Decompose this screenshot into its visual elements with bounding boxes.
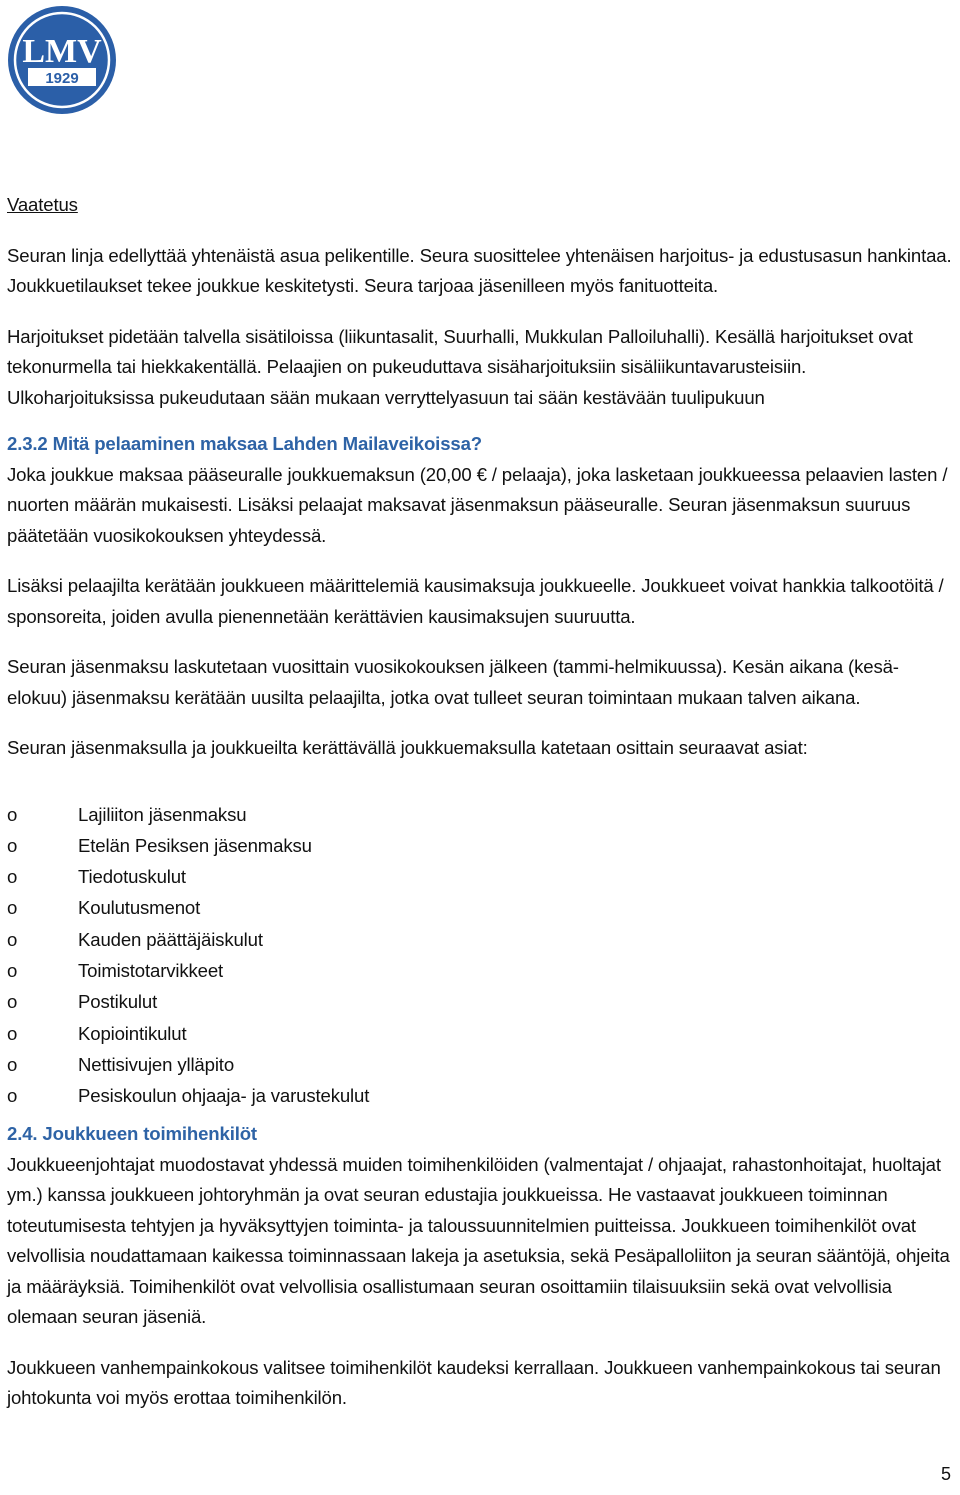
list-item: o Tiedotuskulut	[7, 861, 952, 892]
section-heading-officials: 2.4. Joukkueen toimihenkilöt	[7, 1123, 257, 1145]
list-bullet: o	[7, 959, 18, 981]
list-item: o Kopiointikulut	[7, 1018, 952, 1049]
list-bullet: o	[7, 1085, 18, 1107]
paragraph-covered-costs-intro: Seuran jäsenmaksulla ja joukkueilta kerättävällä joukkuemaksulla katetaan osittain seuraavat asiat:	[7, 737, 808, 758]
list-item: o Kauden päättäjäiskulut	[7, 924, 952, 955]
covered-costs-list	[7, 799, 952, 1112]
paragraph-officials-duties: Joukkueenjohtajat muodostavat yhdessä muiden toimihenkilöiden (valmentajat / ohjaajat, rahastonhoitajat, huoltajat ym.) kanssa joukkueen johtoryhmän ja ovat seuran edustajia joukkueissa. He vastaavat joukkueen toiminnan toteutumisesta tehtyjen ja hyväksyttyjen toiminta- ja taloussuunnitelmien puitteissa. Joukkueen toimihenkilöt ovat velvollisia noudattamaan kaikessa toiminnassaan lakeja ja asetuksia, sekä Pesäpalloliiton ja seuran sääntöjä, ohjeita ja määräyksiä. Toimihenkilöt ovat velvollisia osallistumaan seuran osoittamiin tilaisuuksiin sekä ovat velvollisia olemaan seuran jäseniä.	[7, 1153, 950, 1328]
document-body	[7, 190, 952, 1414]
list-bullet: o	[7, 803, 18, 825]
list-bullet: o	[7, 991, 18, 1013]
list-item: o Nettisivujen ylläpito	[7, 1049, 952, 1080]
list-item: o Koulutusmenot	[7, 892, 952, 923]
paragraph-clothing-policy: Seuran linja edellyttää yhtenäistä asua pelikentille. Seura suosittelee yhtenäisen harjoitus- ja edustusasun hankintaa. Joukkuetilaukset tekee joukkue keskitetysti. Seura tarjoaa jäsenilleen myös fanituotteita.	[7, 244, 952, 296]
paragraph-officials-election: Joukkueen vanhempainkokous valitsee toimihenkilöt kaudeksi kerrallaan. Joukkueen vanhempainkokous tai seuran johtokunta voi myös erottaa toimihenkilön.	[7, 1356, 941, 1409]
list-item: o Pesiskoulun ohjaaja- ja varustekulut	[7, 1080, 952, 1111]
list-bullet: o	[7, 928, 18, 950]
list-item: o Etelän Pesiksen jäsenmaksu	[7, 830, 952, 861]
list-bullet: o	[7, 1053, 18, 1075]
logo-letters: LMV	[22, 33, 102, 70]
paragraph-membership-billing: Seuran jäsenmaksu laskutetaan vuosittain vuosikokouksen jälkeen (tammi-helmikuussa). Kesän aikana (kesä-elokuu) jäsenmaksu kerätään uusilta pelaajilta, jotka ovat tulleet seuran toimintaan mukaan talven aikana.	[7, 656, 899, 708]
list-item: o Toimistotarvikkeet	[7, 955, 952, 986]
list-bullet: o	[7, 1022, 18, 1044]
club-logo	[6, 4, 118, 116]
section-heading-payments: 2.3.2 Mitä pelaaminen maksaa Lahden Mailaveikoissa?	[7, 433, 482, 454]
page-number: 5	[940, 1464, 951, 1484]
paragraph-season-fees: Lisäksi pelaajilta kerätään joukkueen määrittelemiä kausimaksuja joukkueelle. Joukkueet voivat hankkia talkootöitä / sponsoreita, joiden avulla pienennetään kerättävien kausimaksujen suuruutta.	[7, 575, 944, 627]
section-heading-vaatetus: Vaatetus	[7, 194, 78, 215]
list-bullet: o	[7, 897, 18, 919]
paragraph-team-fee: Joka joukkue maksaa pääseuralle joukkuemaksun (20,00 € / pelaaja), joka lasketaan joukkueessa pelaavien lasten / nuorten määrän mukaisesti. Lisäksi pelaajat maksavat jäsenmaksun pääseuralle. Seuran jäsenmaksun suuruus päätetään vuosikokouksen yhteydessä.	[7, 463, 948, 546]
list-bullet: o	[7, 834, 18, 856]
list-item: o Postikulut	[7, 986, 952, 1017]
list-item: o Lajiliiton jäsenmaksu	[7, 799, 952, 830]
paragraph-training-clothing: Harjoitukset pidetään talvella sisätiloissa (liikuntasalit, Suurhalli, Mukkulan Palloiluhalli). Kesällä harjoitukset ovat tekonurmella tai hiekkakentällä. Pelaajien on pukeuduttava sisäharjoituksiin sisäliikuntavarusteisiin. Ulkoharjoituksissa pukeudutaan sään mukaan verryttelyasuun tai sään kestävään tuulipukuun	[7, 325, 913, 408]
logo-year: 1929	[45, 70, 79, 87]
list-bullet: o	[7, 866, 18, 888]
